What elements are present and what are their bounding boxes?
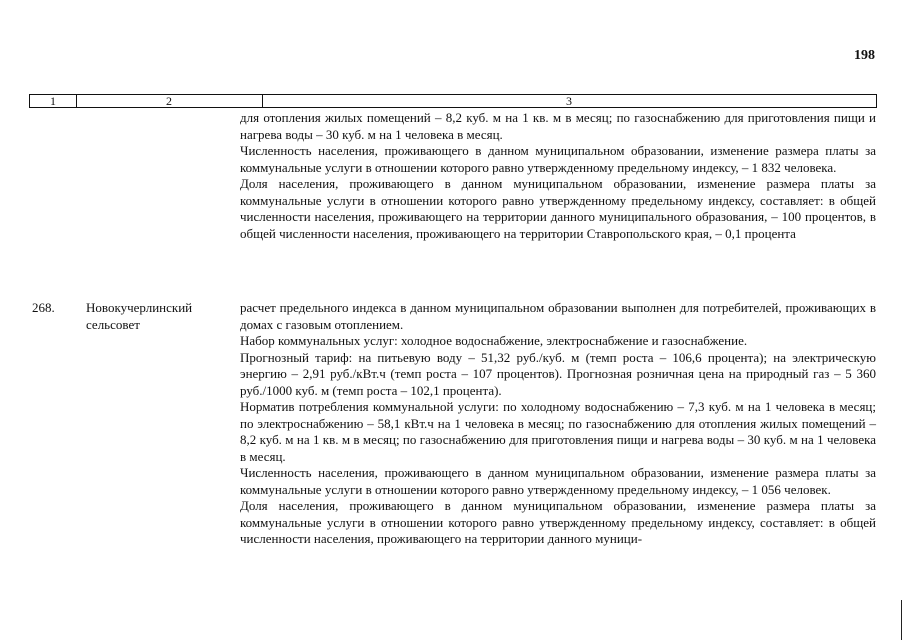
paragraph: для отопления жилых помещений – 8,2 куб. м на 1 кв. м в месяц; по газоснабжению для приготовления пищи и нагрева воды – 30 куб. м на 1 человека в месяц.: [240, 110, 876, 142]
paragraph: расчет предельного индекса в данном муниципальном образовании выполнен для потребителей, проживающих в домах с газовым отоплением.: [240, 300, 876, 332]
paragraph: Набор коммунальных услуг: холодное водоснабжение, электроснабжение и газоснабжение.: [240, 333, 748, 348]
page-number: 198: [854, 48, 875, 63]
entry-municipality-name: Новокучерлинский сельсовет: [86, 300, 193, 332]
scan-edge-line: [901, 600, 902, 640]
header-col-3: 3: [566, 94, 572, 108]
header-col-2: 2: [76, 95, 263, 107]
paragraph: Доля населения, проживающего в данном муниципальном образовании, изменение размера платы за коммунальные услуги в отношении которого равно утвержденному предельному индексу, составляет: в общей численности населения, проживающего на территории данного муниципального образования, – 100 процентов, в общей численности населения, проживающего на территории Ставропольского края, – 0,1 процента: [240, 176, 876, 241]
continued-text-block: [240, 110, 876, 242]
paragraph: Численность населения, проживающего в данном муниципальном образовании, изменение размера платы за коммунальные услуги в отношении которого равно утвержденному предельному индексу, – 1 832 человека.: [240, 143, 876, 175]
paragraph: Доля населения, проживающего в данном муниципальном образовании, изменение размера платы за коммунальные услуги в отношении которого равно утвержденному предельному индексу, составляет: в общей численности населения, проживающего на территории данного муници-: [240, 498, 876, 546]
table-header-row: [29, 94, 877, 108]
header-col-1: 1: [30, 95, 77, 107]
entry-text-block: [240, 300, 876, 548]
paragraph: Прогнозный тариф: на питьевую воду – 51,32 руб./куб. м (темп роста – 106,6 процента); на электрическую энергию – 2,91 руб./кВт.ч (темп роста – 107 процентов). Прогнозная розничная цена на природный газ – 5 360 руб./1000 куб. м (темп роста – 102,1 процента).: [240, 349, 876, 398]
paragraph: Норматив потребления коммунальной услуги: по холодному водоснабжению – 7,3 куб. м на 1 человека в месяц; по электроснабжению – 58,1 кВт.ч на 1 человека в месяц; по газоснабжению для отопления жилых помещений – 8,2 куб. м на 1 кв. м в месяц; по газоснабжению для приготовления пищи и нагрева воды – 30 куб. м на 1 человека в месяц.: [240, 399, 876, 464]
paragraph: Численность населения, проживающего в данном муниципальном образовании, изменение размера платы за коммунальные услуги в отношении которого равно утвержденному предельному индексу, – 1 056 человек.: [240, 465, 876, 497]
entry-number: 268.: [32, 300, 55, 315]
